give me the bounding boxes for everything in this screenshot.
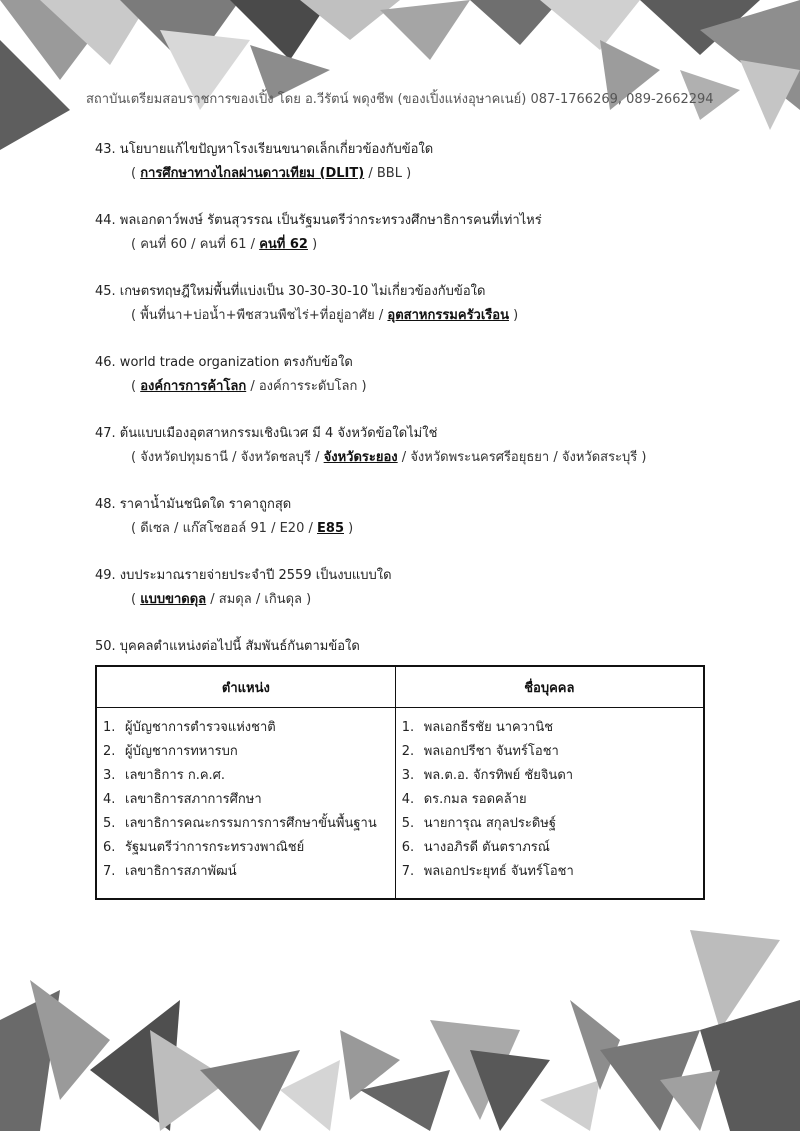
answer-option: พื้นที่นา+บ่อน้ำ+พืชสวนพืชไร่+ที่อยู่อาศัย — [140, 308, 375, 323]
person-item: 5. นายการุณ สกุลประดิษฐ์ — [401, 816, 557, 831]
question-text: 45. เกษตรทฤษฎีใหม่พื้นที่แบ่งเป็น 30-30-30-10 ไม่เกี่ยวข้องกับข้อใด — [95, 284, 486, 299]
question-text: 44. พลเอกดาว์พงษ์ รัตนสุวรรณ เป็นรัฐมนตรีว่ากระทรวงศึกษาธิการคนที่เท่าไหร่ — [95, 213, 542, 228]
question-text: 46. world trade organization ตรงกับข้อใด — [95, 355, 353, 370]
answer-option: คนที่ 61 — [199, 237, 247, 252]
question-44 — [95, 209, 735, 257]
position-item: 4. เลขาธิการสภาการศึกษา — [103, 792, 262, 807]
header-position: ตำแหน่ง — [96, 666, 395, 708]
position-item: 5. เลขาธิการคณะกรรมการการศึกษาขั้นพื้นฐาน — [103, 816, 377, 831]
person-item: 2. พลเอกปรีชา จันทร์โอชา — [401, 744, 559, 759]
question-46 — [95, 351, 735, 399]
person-item: 6. นางอภิรดี ตันตราภรณ์ — [401, 840, 550, 855]
question-text: 50. บุคคลตำแหน่งต่อไปนี้ สัมพันธ์กันตามข้อใด — [95, 639, 360, 654]
answer-option: จังหวัดพระนครศรีอยุธยา — [410, 450, 550, 465]
position-item: 6. รัฐมนตรีว่าการกระทรวงพาณิชย์ — [103, 840, 305, 855]
correct-answer: แบบขาดดุล — [140, 592, 207, 607]
position-item: 2. ผู้บัญชาการทหารบก — [103, 744, 238, 759]
person-column — [395, 708, 704, 900]
answer-option: ดีเซล — [140, 521, 170, 536]
question-48 — [95, 493, 735, 541]
question-43 — [95, 138, 735, 186]
answer-options: ( คนที่ 60 / คนที่ 61 / คนที่ 62 ) — [131, 237, 318, 252]
question-47 — [95, 422, 735, 470]
answer-option: แก๊สโซฮอล์ 91 — [182, 521, 267, 536]
position-item: 7. เลขาธิการสภาพัฒน์ — [103, 864, 237, 879]
answer-options: ( แบบขาดดุล / สมดุล / เกินดุล ) — [131, 592, 312, 607]
answer-option: จังหวัดสระบุรี — [561, 450, 638, 465]
answer-options: ( พื้นที่นา+บ่อน้ำ+พืชสวนพืชไร่+ที่อยู่อาศัย / อุตสาหกรรมครัวเรือน ) — [131, 308, 519, 323]
question-text: 49. งบประมาณรายจ่ายประจำปี 2559 เป็นงบแบบใด — [95, 568, 392, 583]
question-45 — [95, 280, 735, 328]
position-item: 1. ผู้บัญชาการตำรวจแห่งชาติ — [103, 720, 276, 735]
table-row — [96, 708, 704, 900]
matching-table — [95, 665, 705, 900]
question-text: 48. ราคาน้ำมันชนิดใด ราคาถูกสุด — [95, 497, 292, 512]
correct-answer: องค์การการค้าโลก — [140, 379, 247, 394]
answer-options: ( องค์การการค้าโลก / องค์การระดับโลก ) — [131, 379, 367, 394]
answer-option: องค์การระดับโลก — [258, 379, 358, 394]
person-item: 4. ดร.กมล รอดคล้าย — [401, 792, 527, 807]
question-50 — [95, 635, 735, 900]
answer-options: ( การศึกษาทางไกลผ่านดาวเทียม (DLIT) / BBL ) — [131, 166, 412, 181]
correct-answer: การศึกษาทางไกลผ่านดาวเทียม (DLIT) — [140, 166, 365, 181]
answer-option: เกินดุล — [264, 592, 302, 607]
answer-option: สมดุล — [218, 592, 252, 607]
question-text: 43. นโยบายแก้ไขปัญหาโรงเรียนขนาดเล็กเกี่ยวข้องกับข้อใด — [95, 142, 434, 157]
correct-answer: อุตสาหกรรมครัวเรือน — [387, 308, 509, 323]
answer-option: จังหวัดชลบุรี — [240, 450, 311, 465]
correct-answer: จังหวัดระยอง — [323, 450, 398, 465]
question-text: 47. ต้นแบบเมืองอุตสาหกรรมเชิงนิเวศ มี 4 จังหวัดข้อใดไม่ใช่ — [95, 426, 438, 441]
correct-answer: คนที่ 62 — [259, 237, 308, 252]
questions-list — [95, 138, 735, 923]
page-header: สถาบันเตรียมสอบราชการของเปิ้ง โดย อ.วีรัตน์ พดุงชีพ (ของเปิ้งแห่งอุษาคเนย์) 087-1766269, 089-2662294 — [86, 92, 714, 107]
answer-option: BBL — [376, 166, 402, 181]
answer-options: ( ดีเซล / แก๊สโซฮอล์ 91 / E20 / E85 ) — [131, 521, 354, 536]
person-item: 1. พลเอกธีรชัย นาควานิช — [401, 720, 554, 735]
answer-option: E20 — [279, 521, 305, 536]
answer-option: จังหวัดปทุมธานี — [140, 450, 229, 465]
correct-answer: E85 — [317, 521, 344, 536]
question-49 — [95, 564, 735, 612]
answer-options: ( จังหวัดปทุมธานี / จังหวัดชลบุรี / จังหวัดระยอง / จังหวัดพระนครศรีอยุธยา / จังหวัดสระบุรี ) — [131, 450, 647, 465]
position-column — [96, 708, 395, 900]
bottom-decorative-triangles — [0, 900, 800, 1131]
answer-option: คนที่ 60 — [140, 237, 188, 252]
position-item: 3. เลขาธิการ ก.ค.ศ. — [103, 768, 226, 783]
person-item: 7. พลเอกประยุทธ์ จันทร์โอชา — [401, 864, 574, 879]
header-person: ชื่อบุคคล — [395, 666, 704, 708]
person-item: 3. พล.ต.อ. จักรทิพย์ ชัยจินดา — [401, 768, 574, 783]
top-decorative-triangles — [0, 0, 800, 160]
